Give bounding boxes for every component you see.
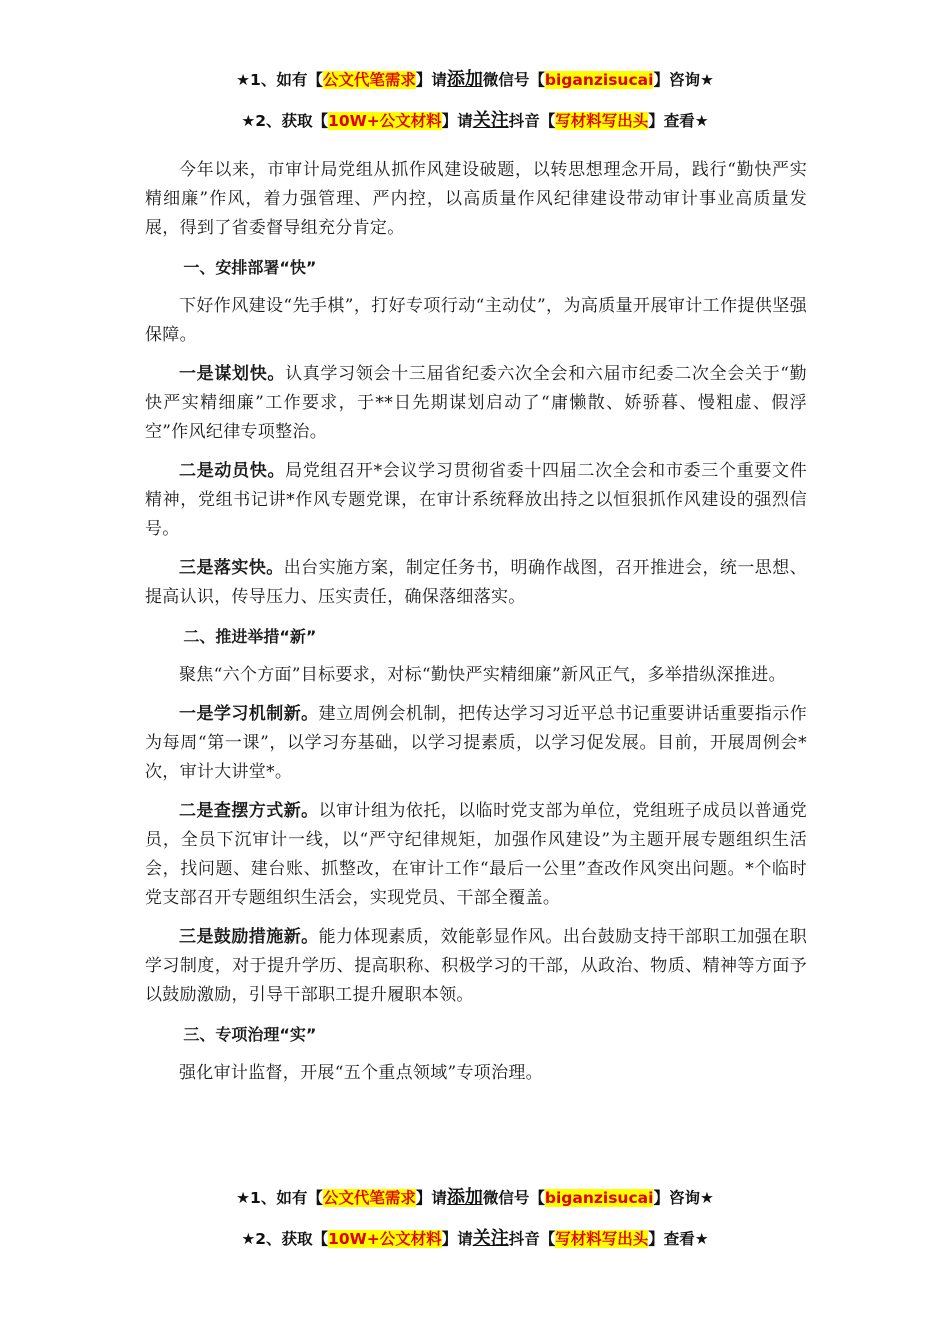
- banner-text: ★2、获取【: [241, 1230, 329, 1248]
- list-item: [145, 554, 807, 612]
- section-summary: 下好作风建设“先手棋”，打好专项行动“主动仗”，为高质量开展审计工作提供坚强保障。: [145, 296, 807, 345]
- item-text: 认真学习领会十三届省纪委六次全会和六届市纪委二次全会关于“勤快严实精细廉”工作要求，于**日先期谋划启动了“庸懒散、娇骄暮、慢粗虚、假浮空”作风纪律专项整治。: [145, 364, 807, 442]
- item-lead: 三是落实快。: [179, 558, 284, 578]
- banner-text: 】咨询★: [653, 1189, 714, 1207]
- list-item: [145, 923, 807, 1010]
- banner-emphasis: 添加: [446, 69, 483, 90]
- banner-text: 】请: [441, 1230, 473, 1248]
- section-heading: 三、专项治理“实”: [183, 1025, 317, 1044]
- item-text: 局党组召开*会议学习贯彻省委十四届二次全会和市委三个重要文件精神，党组书记讲*作风专题党课，在审计系统释放出持之以恒狠抓作风建设的强烈信号。: [145, 461, 807, 539]
- item-text: 建立周例会机制，把传达学习习近平总书记重要讲话重要指示作为每周“第一课”，以学习夯基础，以学习提素质，以学习促发展。目前，开展周例会*次，审计大讲堂*。: [145, 704, 807, 782]
- banner-text: 抖音【: [508, 112, 556, 130]
- list-item: [145, 360, 807, 447]
- banner-text: ★1、如有【: [236, 1189, 323, 1207]
- document-body: [145, 156, 807, 1098]
- banner-highlight: 写材料写出头: [555, 1230, 649, 1248]
- banner-text: 微信号【: [482, 71, 545, 89]
- list-item: [145, 700, 807, 787]
- list-item: [145, 797, 807, 913]
- item-lead: 三是鼓励措施新。: [179, 927, 319, 947]
- list-item: [145, 457, 807, 544]
- banner-highlight: 公文代笔需求: [322, 1189, 416, 1207]
- item-text: 出台实施方案，制定任务书，明确作战图，召开推进会，统一思想、提高认识，传导压力、压实责任，确保落细落实。: [145, 558, 807, 607]
- banner-highlight: 写材料写出头: [555, 112, 649, 130]
- banner-text: 】查看★: [648, 112, 709, 130]
- promo-banner-line-1: [0, 68, 950, 92]
- banner-text: 】请: [415, 71, 447, 89]
- item-lead: 二是查摆方式新。: [179, 801, 319, 821]
- banner-text: 】请: [415, 1189, 447, 1207]
- item-lead: 一是学习机制新。: [179, 704, 319, 724]
- banner-highlight: biganzisucai: [544, 71, 654, 89]
- banner-text: ★1、如有【: [236, 71, 323, 89]
- banner-text: 微信号【: [482, 1189, 545, 1207]
- section-heading: 一、安排部署“快”: [183, 258, 317, 277]
- promo-banner-line-1-bottom: [0, 1186, 950, 1210]
- banner-highlight: 10W+公文材料: [328, 112, 442, 130]
- banner-text: 抖音【: [508, 1230, 556, 1248]
- banner-highlight: 公文代笔需求: [322, 71, 416, 89]
- banner-text: 】咨询★: [653, 71, 714, 89]
- banner-highlight: biganzisucai: [544, 1189, 654, 1207]
- section-heading: 二、推进举措“新”: [183, 627, 317, 646]
- item-text: 能力体现素质，效能彰显作风。出台鼓励支持干部职工加强在职学习制度，对于提升学历、提高职称、积极学习的干部，从政治、物质、精神等方面予以鼓励激励，引导干部职工提升履职本领。: [145, 927, 807, 1005]
- banner-emphasis: 关注: [472, 110, 509, 131]
- banner-emphasis: 添加: [446, 1187, 483, 1208]
- intro-paragraph: 今年以来，市审计局党组从抓作风建设破题，以转思想理念开局，践行“勤快严实精细廉”作风，着力强管理、严内控，以高质量作风纪律建设带动审计事业高质量发展，得到了省委督导组充分肯定。: [145, 160, 807, 238]
- promo-banner-line-2-bottom: [0, 1227, 950, 1251]
- item-lead: 一是谋划快。: [179, 364, 286, 384]
- banner-text: ★2、获取【: [241, 112, 329, 130]
- banner-highlight: 10W+公文材料: [328, 1230, 442, 1248]
- item-lead: 二是动员快。: [179, 461, 286, 481]
- section-summary: 强化审计监督，开展“五个重点领域”专项治理。: [179, 1063, 543, 1083]
- item-text: 以审计组为依托，以临时党支部为单位，党组班子成员以普通党员，全员下沉审计一线，以“严守纪律规矩，加强作风建设”为主题开展专题组织生活会，找问题、建台账、抓整改，在审计工作“最后一公里”查改作风突出问题。*个临时党支部召开专题组织生活会，实现党员、干部全覆盖。: [145, 801, 807, 908]
- section-summary: 聚焦“六个方面”目标要求，对标“勤快严实精细廉”新风正气，多举措纵深推进。: [179, 665, 786, 685]
- banner-text: 】查看★: [648, 1230, 709, 1248]
- banner-emphasis: 关注: [472, 1228, 509, 1249]
- banner-text: 】请: [441, 112, 473, 130]
- promo-banner-line-2: [0, 109, 950, 133]
